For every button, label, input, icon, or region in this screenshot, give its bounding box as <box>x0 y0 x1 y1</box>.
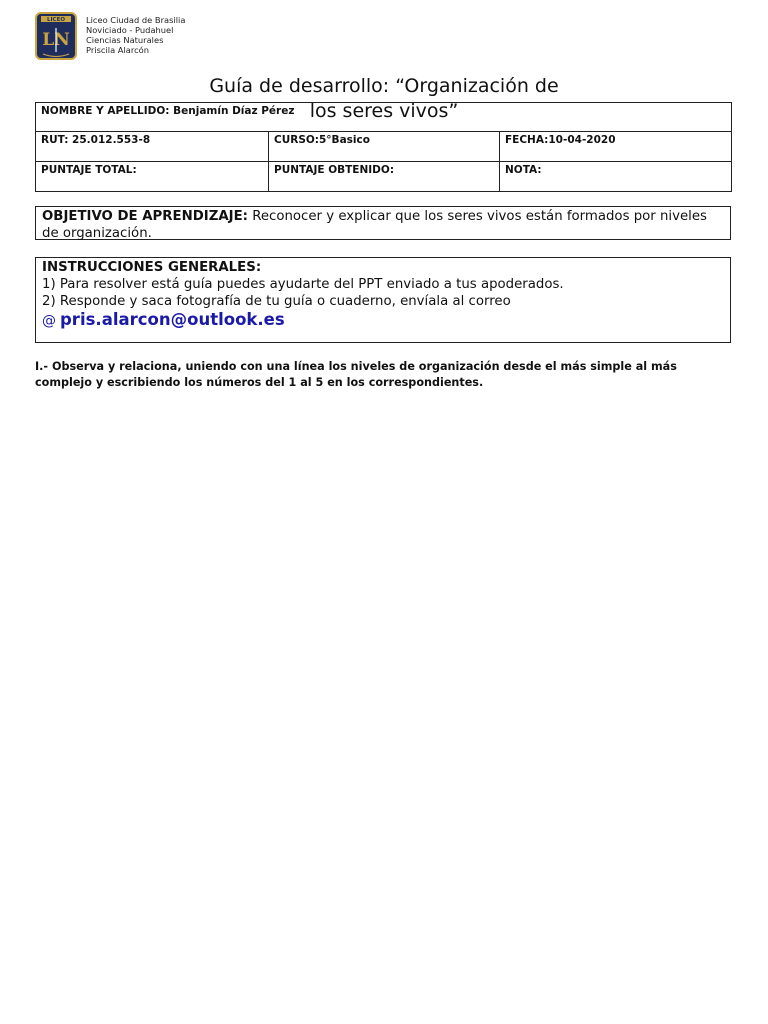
fecha-cell[interactable]: FECHA:10-04-2020 <box>500 132 732 162</box>
logo-top-text: LICEO <box>46 17 66 23</box>
teacher-name: Priscila Alarcón <box>86 45 149 55</box>
title-line-2: los seres vivos” <box>309 100 459 122</box>
nota-cell[interactable]: NOTA: <box>500 162 732 192</box>
school-info <box>86 15 185 55</box>
school-crest-icon <box>35 12 77 60</box>
objective-label: OBJETIVO DE APRENDIZAJE: <box>42 209 248 224</box>
objective-box <box>35 206 731 240</box>
at-sign-icon: @ <box>42 313 56 329</box>
instructions-label: INSTRUCCIONES GENERALES: <box>42 260 262 275</box>
instruction-item-2: 2) Responde y saca fotografía de tu guía o cuaderno, envíala al correo <box>42 294 511 309</box>
subject-name: Ciencias Naturales <box>86 35 164 45</box>
school-name: Liceo Ciudad de Brasilia <box>86 15 186 25</box>
email-line <box>42 311 724 330</box>
student-info-table <box>35 102 732 192</box>
email-link[interactable]: pris.alarcon@outlook.es <box>60 310 285 329</box>
exercise-instruction: I.- Observa y relaciona, uniendo con una línea los niveles de organización desde el más simple al más complejo y escribiendo los números del 1 al 5 en los correspondientes. <box>35 360 677 389</box>
school-location: Noviciado - Pudahuel <box>86 25 174 35</box>
objective-text: Reconocer y explicar que los seres vivos están formados por niveles de organización. <box>42 209 707 241</box>
rut-cell[interactable]: RUT: 25.012.553-8 <box>36 132 269 162</box>
instruction-item-1: 1) Para resolver está guía puedes ayudarte del PPT enviado a tus apoderados. <box>42 277 564 292</box>
title-line-1: Guía de desarrollo: “Organización de <box>209 75 559 97</box>
curso-cell[interactable]: CURSO:5°Basico <box>269 132 500 162</box>
instructions-box <box>35 257 731 343</box>
puntaje-obtenido-cell[interactable]: PUNTAJE OBTENIDO: <box>269 162 500 192</box>
logo-letters: LN <box>42 30 70 50</box>
name-cell[interactable]: NOMBRE Y APELLIDO: Benjamín Díaz Pérez <box>36 103 732 132</box>
puntaje-total-cell[interactable]: PUNTAJE TOTAL: <box>36 162 269 192</box>
